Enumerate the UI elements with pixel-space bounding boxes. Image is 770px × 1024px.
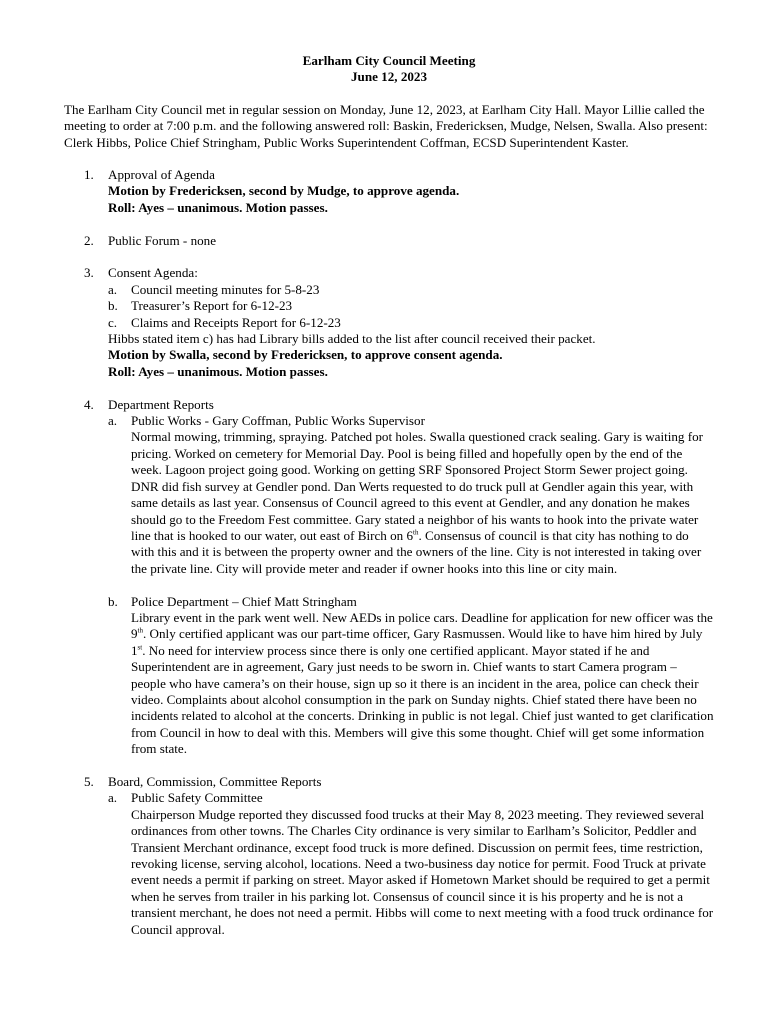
roll-text: Roll: Ayes – unanimous. Motion passes. [108, 363, 328, 379]
item-number: 5. [84, 773, 94, 789]
sub-letter: b. [108, 593, 118, 609]
ordinal-suffix: st [137, 643, 143, 652]
sub-text: Claims and Receipts Report for 6-12-23 [131, 314, 341, 330]
document-title [64, 53, 714, 86]
sub-title: Public Works - Gary Coffman, Public Works Supervisor [131, 413, 425, 429]
item-title: Board, Commission, Committee Reports [108, 773, 322, 789]
item-title: Approval of Agenda [108, 167, 215, 183]
body-part: . No need for interview process since there is only one certified applicant. Mayor stated if he and Superintendent are in agreement, Gary just needs to be sworn in. Chief wants to start Camera program – people who have camera’s on their house, sign up so it there is an incident in the area, police can check their video. Complaints about alcohol consumption in the park on Sunday nights. Chief stated there have been no incidents related to alcohol at the concerts. Drinking in public is not legal. Chief just wanted to get clarification from Council in how to deal with this. Members will give this some thought. Chief will get some information from state. [131, 642, 714, 757]
item-title: Public Forum - none [108, 232, 217, 248]
consent-sublist [108, 282, 714, 331]
agenda-list [64, 167, 714, 938]
ordinal-suffix: th [137, 626, 143, 635]
document-page [64, 53, 714, 954]
public-safety-body: Chairperson Mudge reported they discussed food trucks at their May 8, 2023 meeting. They reviewed several ordinances from other towns. The Charles City ordinance is very similar to Earlham’s Solicitor, Peddler and Transient Merchant ordinance, except food truck is more defined. Discussion on permit fees, time restriction, revoking license, serving alcohol, locations. Need a two-business day notice for permit. Food Truck at private event needs a permit if parking on street. Mayor asked if Hometown Market should be required to get a permit when he serves from trailer in his parking lot. Consensus of council since it is his property and he is not a transient merchant, he does not need a permit. Hibbs will come to next meeting with a food truck ordinance for Council approval. [131, 806, 714, 937]
sub-text: Treasurer’s Report for 6-12-23 [131, 298, 293, 314]
item-number: 2. [84, 232, 94, 248]
police-report [108, 594, 714, 758]
sub-letter: a. [108, 413, 118, 429]
list-item [108, 315, 714, 331]
agenda-item-4 [64, 397, 714, 758]
public-safety-report [108, 790, 714, 938]
public-works-body [131, 429, 714, 577]
motion-text: Motion by Fredericksen, second by Mudge, to approve agenda. [108, 183, 460, 199]
consent-note: Hibbs stated item c) has had Library bills added to the list after council received their packet. [108, 331, 596, 347]
item-number: 3. [84, 265, 94, 281]
ordinal-suffix: th [413, 528, 419, 537]
sub-letter: c. [108, 314, 118, 330]
title-line-1: Earlham City Council Meeting [302, 53, 476, 68]
roll-text: Roll: Ayes – unanimous. Motion passes. [108, 199, 328, 215]
sub-letter: a. [108, 790, 118, 806]
title-line-2: June 12, 2023 [350, 69, 428, 85]
sub-title: Police Department – Chief Matt Stringham [131, 593, 357, 609]
item-number: 1. [84, 167, 94, 183]
sub-text: Council meeting minutes for 5-8-23 [131, 281, 320, 297]
list-item [108, 282, 714, 298]
spacer [131, 577, 714, 593]
sub-letter: b. [108, 298, 118, 314]
body-part: . Consensus of council is that city has nothing to do with this and it is between the property owner and the owners of the line. City is not interested in taking over the private line. City will provide meter and reader if owner hooks into this line or city main. [131, 527, 702, 576]
public-works-report [108, 413, 714, 593]
body-part: . Only certified applicant was our part-time officer, Gary Rasmussen. Would like to have him hired by July 1 [131, 626, 703, 658]
motion-text: Motion by Swalla, second by Fredericksen, to approve consent agenda. [108, 347, 503, 363]
body-part: Library event in the park went well. New AEDs in police cars. Deadline for application for new officer was the 9 [131, 609, 713, 642]
agenda-item-3 [64, 265, 714, 380]
sub-letter: a. [108, 281, 118, 297]
body-part: Normal mowing, trimming, spraying. Patched pot holes. Swalla questioned crack sealing. Gary is waiting for pricing. Worked on cemetery for Memorial Day. Pool is being filled and hopefully open by the end of the week. Lagoon project going good. Working on getting SRF Sponsored Project Storm Sewer project going. DNR did fish survey at Gendler pond. Dan Werts requested to do truck pull at Gendler again this year, with same details as last year. Consensus of Council agreed to this event at Gendler, and any donation he makes should go to the Freedom Fest committee. Gary stated a neighbor of his wants to hook into the private water line that is hooked to our water, out east of Birch on 6 [131, 429, 704, 543]
police-body [131, 610, 714, 758]
department-sublist [108, 413, 714, 758]
intro-paragraph: The Earlham City Council met in regular session on Monday, June 12, 2023, at Earlham City Hall. Mayor Lillie called the meeting to order at 7:00 p.m. and the following answered roll: Baskin, Fredericksen, Mudge, Nelsen, Swalla. Also present: Clerk Hibbs, Police Chief Stringham, Public Works Superintendent Coffman, ECSD Superintendent Kaster. [64, 101, 708, 150]
agenda-item-2 [64, 233, 714, 249]
list-item [108, 298, 714, 314]
item-title: Consent Agenda: [108, 265, 198, 281]
item-title: Department Reports [108, 396, 214, 412]
item-number: 4. [84, 396, 94, 412]
sub-title: Public Safety Committee [131, 790, 263, 806]
committee-sublist [108, 790, 714, 938]
agenda-item-1 [64, 167, 714, 216]
agenda-item-5 [64, 774, 714, 938]
